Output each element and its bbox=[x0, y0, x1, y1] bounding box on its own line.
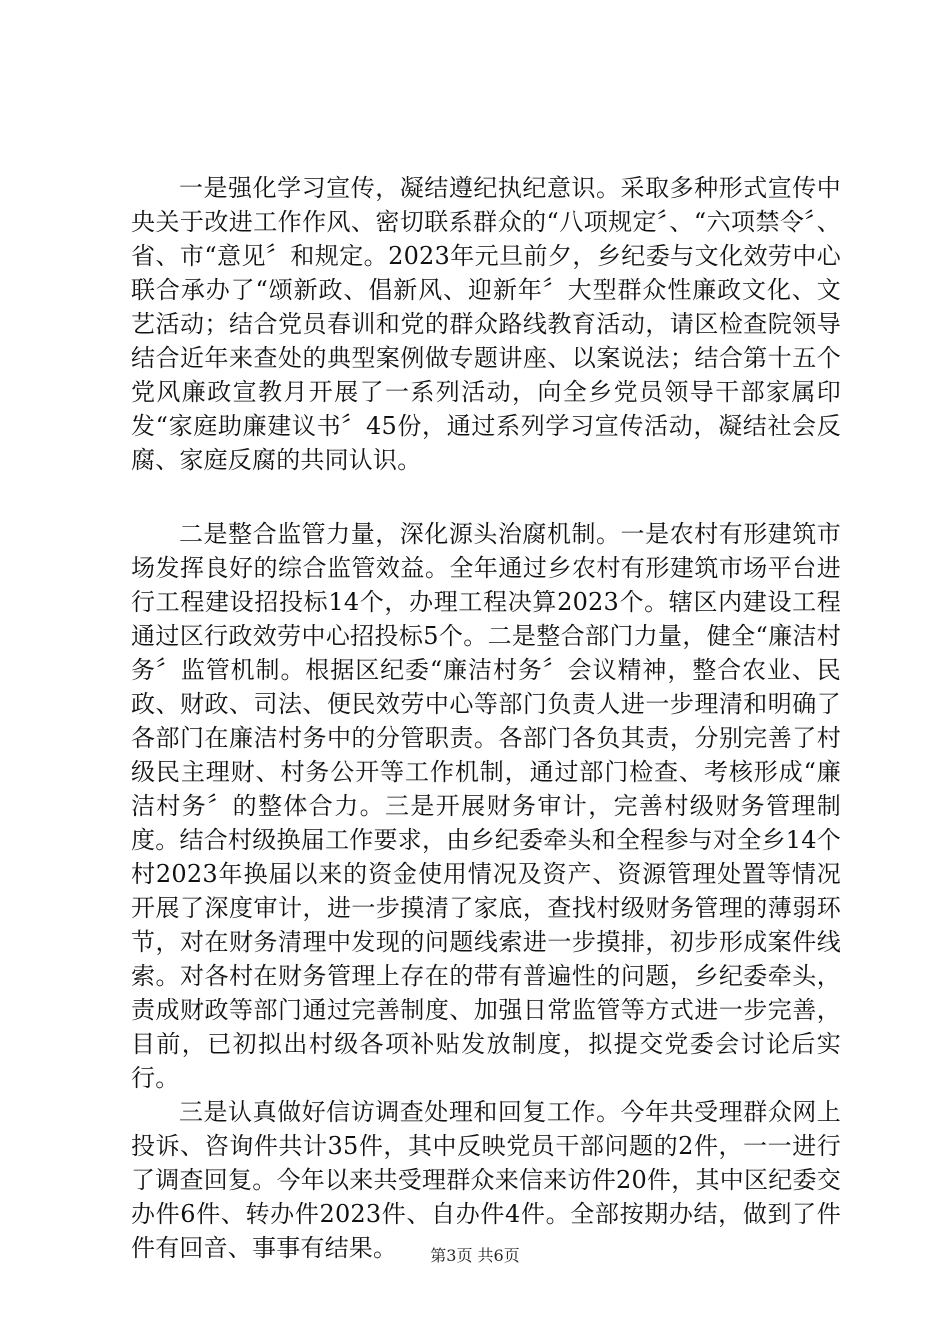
paragraph-2: 二是整合监管力量，深化源头治腐机制。一是农村有形建筑市场发挥良好的综合监管效益。全年通过乡农村有形建筑市场平台进行工程建设招投标14个，办理工程决算2023个。辖区内建设工程通过区行政效劳中心招投标5个。二是整合部门力量，健全“廉洁村务〞监管机制。根据区纪委“廉洁村务〞会议精神，整合农业、民政、财政、司法、便民效劳中心等部门负责人进一步理清和明确了各部门在廉洁村务中的分管职责。各部门各负其责，分别完善了村级民主理财、村务公开等工作机制，通过部门检查、考核形成“廉洁村务〞的整体合力。三是开展财务审计，完善村级财务管理制度。结合村级换届工作要求，由乡纪委牵头和全程参与对全乡14个村2023年换届以来的资金使用情况及资产、资源管理处置等情况开展了深度审计，进一步摸清了家底，查找村级财务管理的薄弱环节，对在财务清理中发现的问题线索进一步摸排，初步形成案件线索。对各村在财务管理上存在的带有普遍性的问题，乡纪委牵头，责成财政等部门通过完善制度、加强日常监管等方式进一步完善，目前，已初拟出村级各项补贴发放制度，拟提交党委会讨论后实行。 bbox=[131, 520, 841, 1092]
document-body bbox=[131, 171, 841, 1265]
paragraph-1: 一是强化学习宣传，凝结遵纪执纪意识。采取多种形式宣传中央关于改进工作作风、密切联系群众的“八项规定〞、“六项禁令〞、省、市“意见〞和规定。2023年元旦前夕，乡纪委与文化效劳中心联合承办了“颂新政、倡新风、迎新年〞大型群众性廉政文化、文艺活动；结合党员春训和党的群众路线教育活动，请区检查院领导结合近年来查处的典型案例做专题讲座、以案说法；结合第十五个党风廉政宣教月开展了一系列活动，向全乡党员领导干部家属印发“家庭助廉建议书〞45份，通过系列学习宣传活动，凝结社会反腐、家庭反腐的共同认识。 bbox=[131, 174, 841, 474]
paragraph-3: 三是认真做好信访调查处理和回复工作。今年共受理群众网上投诉、咨询件共计35件，其中反映党员干部问题的2件，一一进行了调查回复。今年以来共受理群众来信来访件20件，其中区纪委交办件6件、转办件2023件、自办件4件。全部按期办结，做到了件件有回音、事事有结果。 bbox=[131, 1098, 841, 1262]
page-footer: 第3页 共6页 bbox=[430, 1246, 520, 1265]
